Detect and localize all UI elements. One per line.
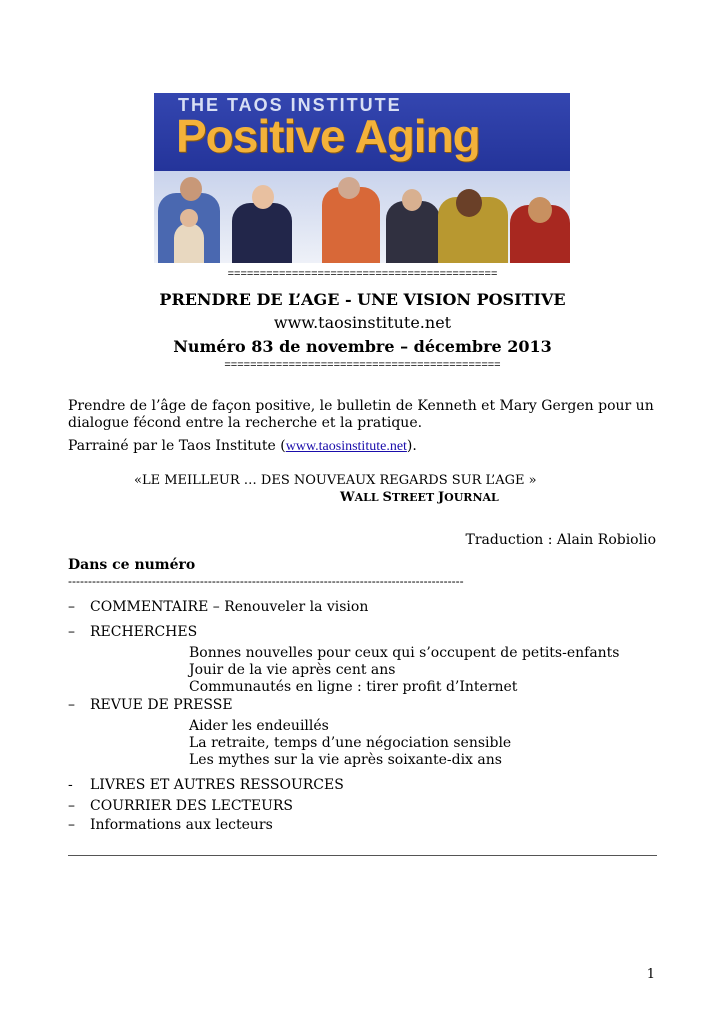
contents-item: - LIVRES ET AUTRES RESSOURCES [68,777,344,793]
contents-item-label: LIVRES ET AUTRES RESSOURCES [90,777,344,793]
contents-subitem: Bonnes nouvelles pour ceux qui s’occupent de petits-enfants [189,645,620,661]
issue-number: Numéro 83 de novembre – décembre 2013 [173,337,552,356]
contents-item-label: COMMENTAIRE – Renouveler la vision [90,599,369,615]
sponsor-line [68,438,660,455]
intro-paragraph: Prendre de l’âge de façon positive, le bulletin de Kenneth et Mary Gergen pour un dialogue fécond entre la recherche et la pratique. [68,398,654,431]
quote-source-treet: TREET [391,491,438,504]
contents-rule: --------------------------------------------------------------------------------------------------- [68,574,464,588]
contents-item: – COURRIER DES LECTEURS [68,798,294,814]
contents-item-label: COURRIER DES LECTEURS [90,798,294,814]
contents-subitem: Les mythes sur la vie après soixante-dix ans [189,752,502,768]
translator-credit: Traduction : Alain Robiolio [465,532,656,548]
quote-source [340,490,499,505]
separator-bottom: =========================================== [224,359,501,371]
contents-item-label: REVUE DE PRESSE [90,697,233,713]
page-number: 1 [646,967,655,982]
newsletter-title: PRENDRE DE L’AGE - UNE VISION POSITIVE [159,290,566,309]
contents-item-label: RECHERCHES [90,624,198,640]
contents-subitem: Aider les endeuillés [189,718,329,734]
sponsor-link[interactable]: www.taosinstitute.net [285,439,407,454]
contents-item-label: Informations aux lecteurs [90,817,273,833]
sponsor-prefix: Parrainé par le Taos Institute ( [68,438,286,454]
contents-subitem: Communautés en ligne : tirer profit d’Internet [189,679,518,695]
contents-subitem: La retraite, temps d’une négociation sensible [189,735,512,751]
banner-image [154,93,570,263]
contents-item: – Informations aux lecteurs [68,817,273,833]
contents-subitem: Jouir de la vie après cent ans [189,662,396,678]
contents-heading: Dans ce numéro [68,557,196,573]
contents-item: – COMMENTAIRE – Renouveler la vision [68,599,369,615]
quote-source-w: W [340,490,355,505]
banner-institute-name: THE TAOS INSTITUTE [178,95,402,115]
website-url: www.taosinstitute.net [273,313,452,332]
contents-item: – RECHERCHES [68,624,198,640]
contents-item: – REVUE DE PRESSE [68,697,233,713]
sponsor-suffix: ). [406,438,417,454]
quote-source-s: S [382,490,392,505]
quote-text: «LE MEILLEUR … DES NOUVEAUX REGARDS SUR L’AGE » [134,473,537,488]
separator-top: ========================================== [227,268,498,280]
banner-program-name: Positive Aging [176,110,480,162]
bottom-divider [68,855,657,856]
quote-source-j: J [437,490,445,505]
quote-source-ournal: OURNAL [444,491,499,504]
quote-source-all: ALL [354,491,383,504]
